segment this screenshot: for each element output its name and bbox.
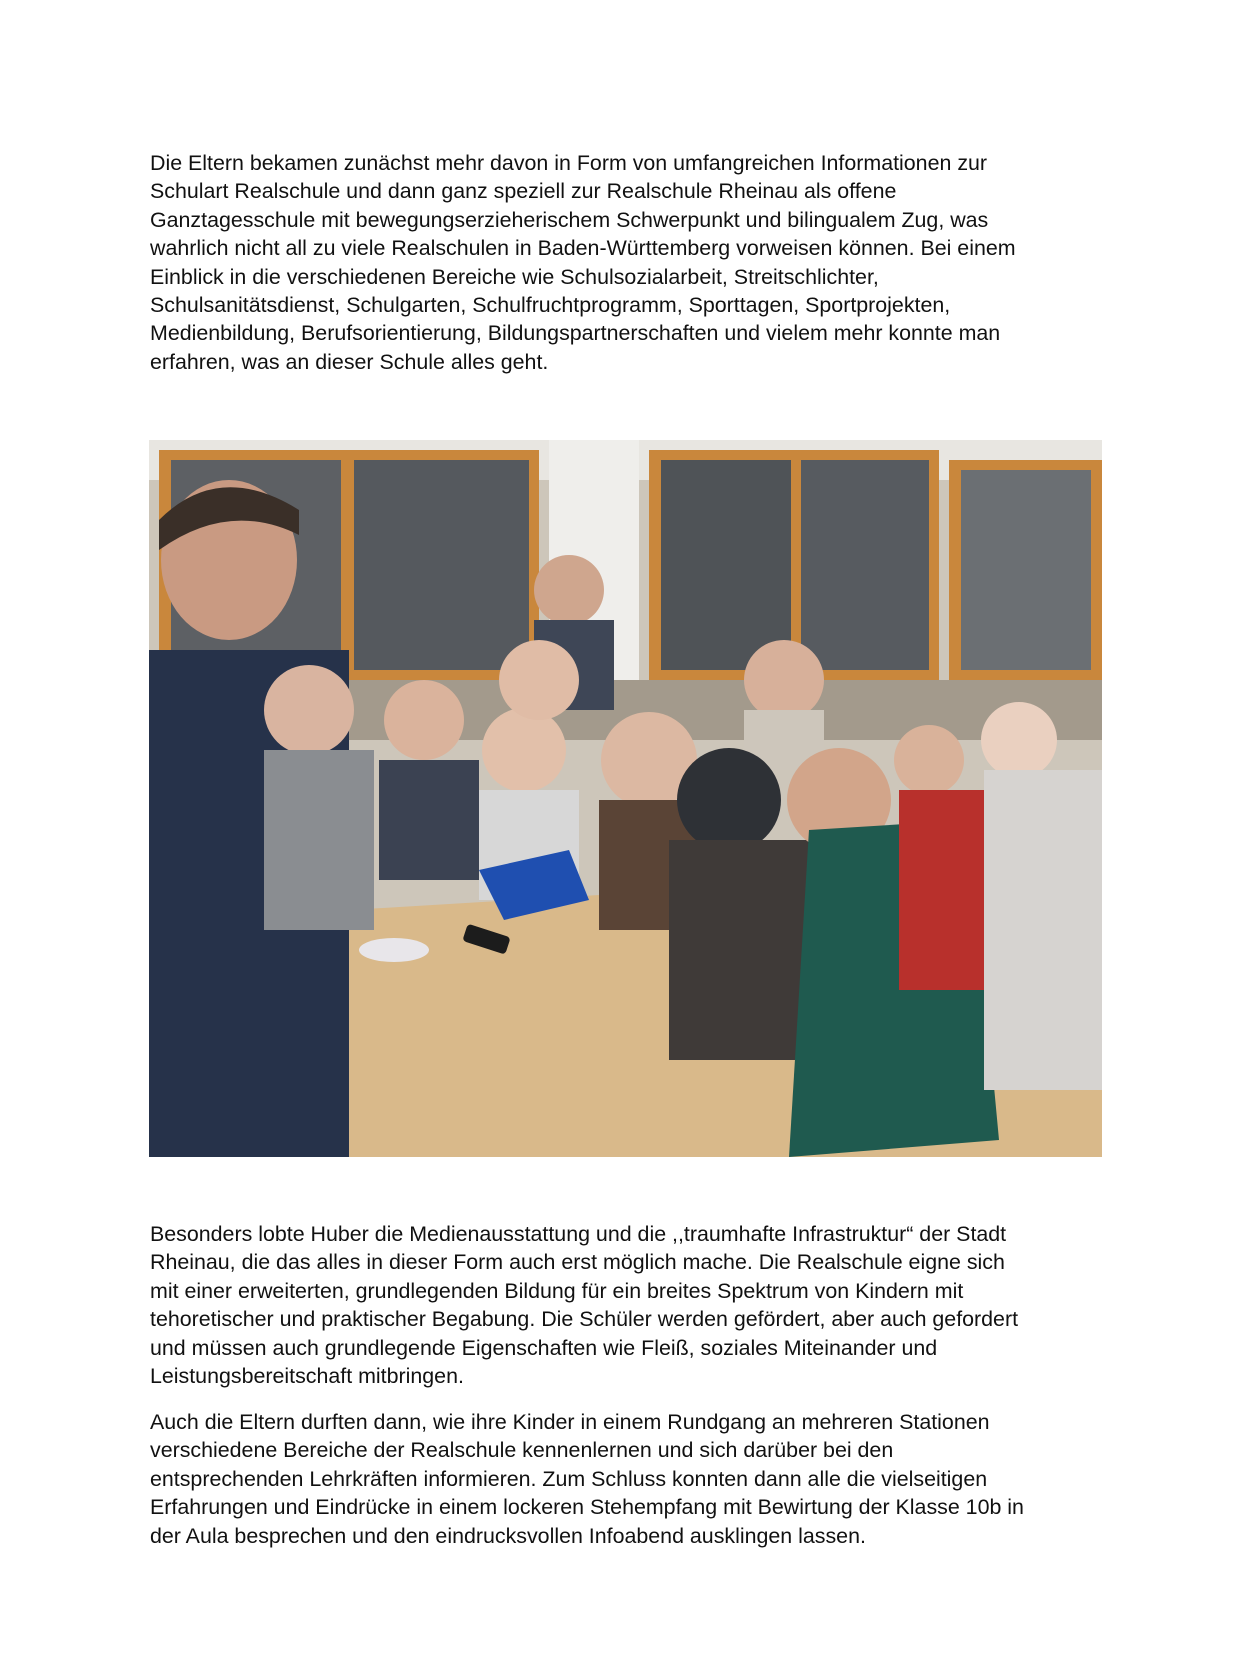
paragraph-3-line: entsprechenden Lehrkräften informieren. Zum Schluss konnten dann alle die vielseitigen — [150, 1466, 988, 1491]
paragraph-1 — [150, 149, 1110, 376]
paragraph-1-line: Einblick in die verschiedenen Bereiche wie Schulsozialarbeit, Streitschlichter, — [150, 264, 879, 289]
workshop-photo-illustration — [149, 440, 1102, 1157]
paragraph-3-line: der Aula besprechen und den eindrucksvollen Infoabend ausklingen lassen. — [150, 1523, 866, 1548]
paragraph-1-line: Medienbildung, Berufsorientierung, Bildungspartnerschaften und vielem mehr konnte man — [150, 321, 1001, 346]
paragraph-2-line: Leistungsbereitschaft mitbringen. — [150, 1364, 464, 1389]
paragraph-1-line: Die Eltern bekamen zunächst mehr davon in Form von umfangreichen Informationen zur — [150, 151, 988, 175]
paragraph-1-line: Ganztagesschule mit bewegungserzieherischem Schwerpunkt und bilingualem Zug, was — [150, 207, 989, 232]
paragraph-2-line: tehoretischer und praktischer Begabung. Die Schüler werden gefördert, aber auch gefordert — [150, 1307, 1019, 1332]
paragraph-2-line: Rheinau, die das alles in dieser Form auch erst möglich mache. Die Realschule eigne sich — [150, 1250, 1005, 1275]
paragraph-2 — [150, 1220, 1110, 1390]
paragraph-1-line: Schulart Realschule und dann ganz speziell zur Realschule Rheinau als offene — [150, 179, 897, 204]
paragraph-3 — [150, 1408, 1110, 1550]
paragraph-3-line: Auch die Eltern durften dann, wie ihre Kinder in einem Rundgang an mehreren Stationen — [150, 1410, 990, 1434]
paragraph-1-line: wahrlich nicht all zu viele Realschulen in Baden-Württemberg vorweisen können. Bei einem — [150, 236, 1016, 261]
paragraph-2-line: Besonders lobte Huber die Medienausstattung und die ,,traumhafte Infrastruktur“ der Stadt — [150, 1222, 1007, 1246]
paragraph-1-line: erfahren, was an dieser Schule alles geht. — [150, 349, 549, 374]
paragraph-2-line: und müssen auch grundlegende Eigenschaften wie Fleiß, soziales Miteinander und — [150, 1335, 938, 1360]
paragraph-3-line: Erfahrungen und Eindrücke in einem lockeren Stehempfang mit Bewirtung der Klasse 10b in — [150, 1495, 1024, 1520]
workshop-photo — [149, 440, 1102, 1157]
paragraph-1-line: Schulsanitätsdienst, Schulgarten, Schulfruchtprogramm, Sporttagen, Sportprojekten, — [150, 293, 951, 318]
paragraph-3-line: verschiedene Bereiche der Realschule kennenlernen und sich darüber bei den — [150, 1438, 894, 1463]
paragraph-2-line: mit einer erweiterten, grundlegenden Bildung für ein breites Spektrum von Kindern mit — [150, 1278, 964, 1303]
